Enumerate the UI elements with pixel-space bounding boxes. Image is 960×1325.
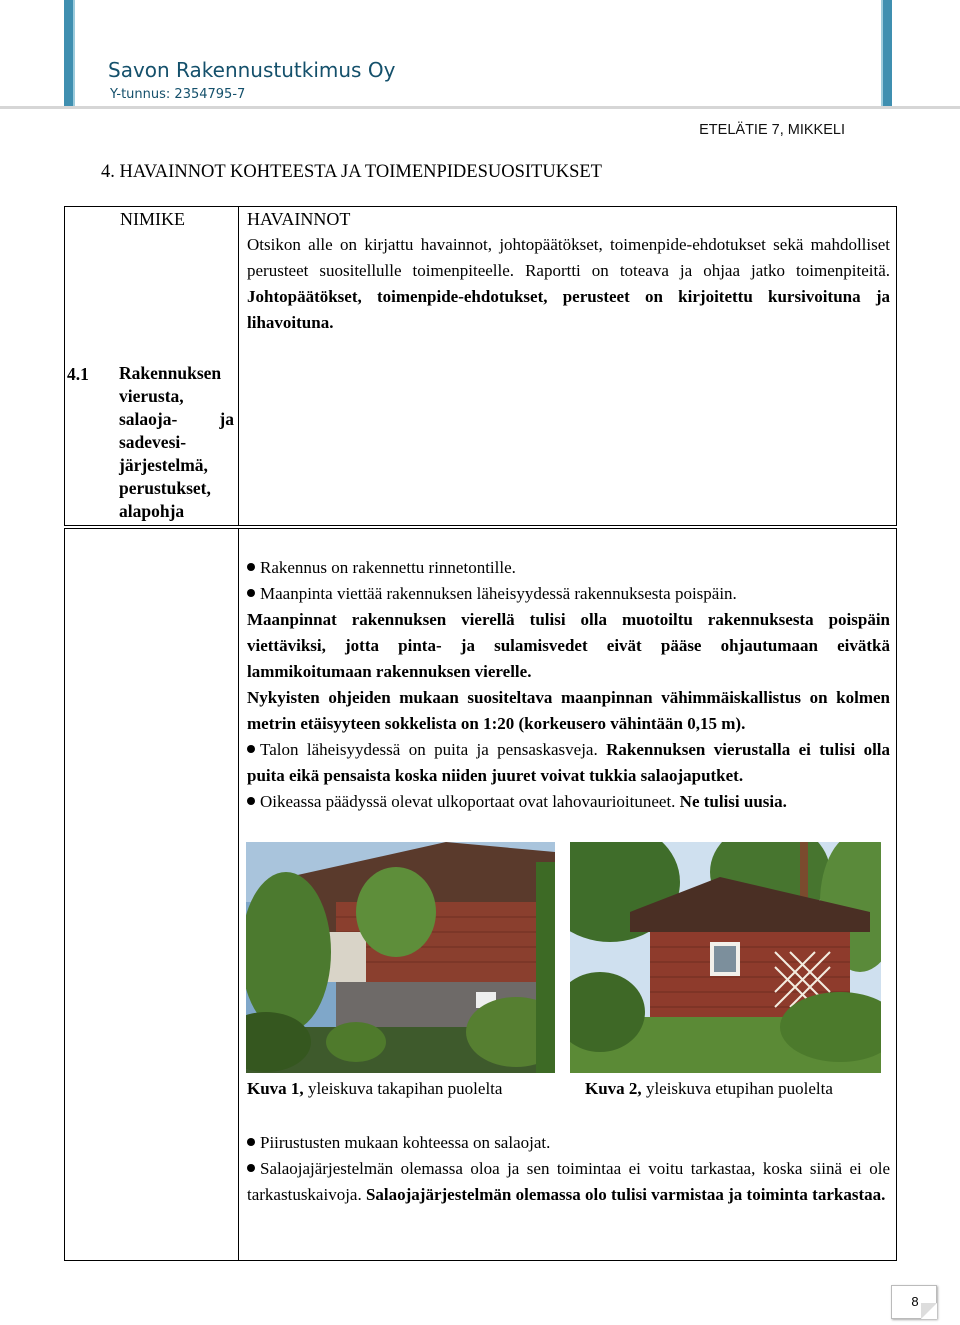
intro-bold-text: Johtopäätökset, toimenpide-ehdotukset, perusteet on kirjoitettu kursivoituna ja lihavoituna. [247,287,890,332]
business-id: Y-tunnus: 2354795-7 [110,87,246,102]
section-name-line: vierusta, [119,386,184,406]
section-name-line [119,408,234,431]
list-item-text: Maanpinta viettää rakennuksen läheisyydessä rakennuksesta poispäin. [260,584,737,603]
header-divider [0,106,960,109]
list-item-text: Piirustusten mukaan kohteessa on salaojat. [260,1133,551,1152]
page-fold-icon [921,1303,937,1319]
bullet-icon [247,563,255,571]
bullet-icon [247,1164,255,1172]
intro-paragraph [247,232,890,336]
list-item-bold-text: Salaojajärjestelmän olemassa olo tulisi varmistaa ja toiminta tarkastaa. [365,1185,886,1204]
list-item-text: Oikeassa päädyssä olevat ulkoportaat ovat lahovaurioituneet. [260,792,676,811]
company-name: Savon Rakennustutkimus Oy [108,58,396,82]
list-item [247,1130,890,1156]
bullet-icon [247,589,255,597]
list-item [247,581,890,607]
list-item-text: Talon läheisyydessä on puita ja pensaskasveja. [260,740,598,759]
list-item [247,555,890,581]
section-number: 4.1 [67,364,89,384]
bullet-icon [247,797,255,805]
list-item [247,1156,890,1208]
caption-text: yleiskuva takapihan puolelta [303,1079,503,1098]
section-name-word: salaoja- [119,409,178,429]
photo-caption-1 [247,1079,502,1099]
page-number-box [891,1285,937,1319]
photo-back-yard [246,842,555,1073]
property-address: ETELÄTIE 7, MIKKELI [699,122,845,138]
section-name-line: perustukset, [119,478,211,498]
section-name-line: Rakennuksen [119,363,222,383]
recommendation-paragraph: Maanpinnat rakennuksen vierellä tulisi olla muotoiltu rakennuksesta poispäin viettäviksi, jotta pinta- ja sulamisvedet eivät pääse ohjautumaan eivätkä lammikoitumaan rakennuksen vierelle. [247,610,890,681]
list-item [247,737,890,789]
list-item-text: Rakennus on rakennettu rinnetontille. [260,558,516,577]
intro-text: Otsikon alle on kirjattu havainnot, johtopäätökset, toimenpide-ehdotukset sekä mahdolliset perusteet suositellulle toimenpiteelle. Raportti on toteava ja ohjaa jatko toimenpiteitä. [247,235,890,280]
caption-text: yleiskuva etupihan puolelta [641,1079,833,1098]
caption-label: Kuva 1, [247,1079,304,1098]
photo-caption-2 [585,1079,833,1099]
section-name-word: ja [219,409,234,429]
section-name-line: sadevesi- [119,432,187,452]
section-name [119,362,234,523]
bullet-icon [247,1138,255,1146]
list-item-bold-text: Ne tulisi uusia. [679,792,787,811]
table-column-divider [238,528,239,1261]
page-number: 8 [911,1294,919,1309]
observations-list [247,555,890,815]
drainage-list [247,1130,890,1208]
bullet-icon [247,745,255,753]
column-header-havainnot: HAVAINNOT [247,209,351,229]
header-accent-bar-left [64,0,75,107]
section-name-line: järjestelmä, [119,455,208,475]
photo-front-yard [570,842,881,1073]
list-item-bold-text: Rakennuksen vierustalla ei tulisi olla puita eikä pensaista koska niiden juuret voivat tukkia salaojaputket. [247,740,891,785]
caption-label: Kuva 2, [585,1079,642,1098]
table-column-divider [238,206,239,526]
header-accent-bar-right [881,0,892,107]
section-name-line: alapohja [119,501,185,521]
list-item-text: Salaojajärjestelmän olemassa oloa ja sen toimintaa ei voitu tarkastaa, koska siinä ei ole tarkastuskaivoja. [247,1159,890,1204]
recommendation-paragraph: Nykyisten ohjeiden mukaan suositeltava maanpinnan vähimmäiskallistus on kolmen metrin etäisyyteen sokkelista on 1:20 (korkeusero vähintään 0,15 m). [247,688,890,733]
column-header-nimike: NIMIKE [120,209,185,229]
section-title: 4. HAVAINNOT KOHTEESTA JA TOIMENPIDESUOSITUKSET [101,162,602,182]
list-item [247,789,890,815]
